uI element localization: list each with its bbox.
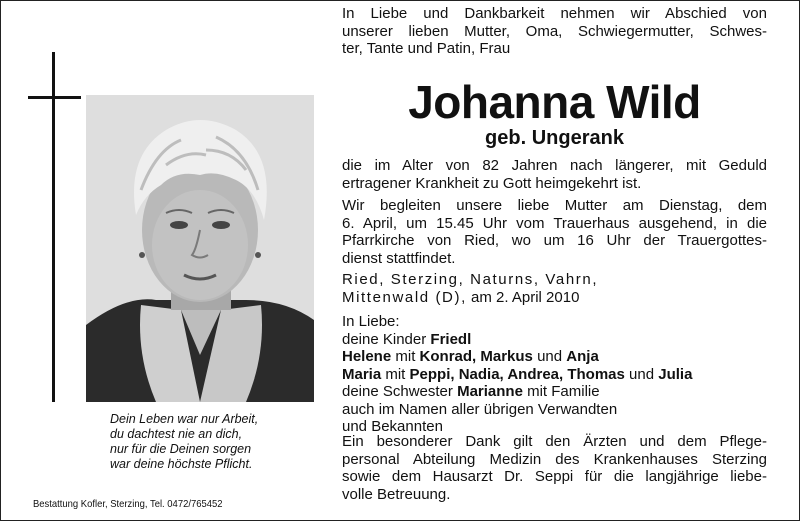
thanks-line: personal Abteilung Medizin des Krankenhauses Sterzing bbox=[342, 450, 767, 468]
poem-line: du dachtest nie an dich, bbox=[110, 427, 243, 441]
family-names: Julia bbox=[658, 365, 693, 383]
sister-name: Marianne bbox=[457, 383, 523, 400]
funeral-notice-line: dienst stattfindet. bbox=[342, 249, 456, 267]
others-line: und Bekannten bbox=[342, 418, 443, 435]
connector-word: und bbox=[537, 348, 563, 365]
funeral-home-credit: Bestattung Kofler, Sterzing, Tel. 0472/765452 bbox=[33, 498, 223, 510]
thanks-line: volle Betreuung. bbox=[342, 485, 451, 503]
intro-line: In Liebe und Dankbarkeit nehmen wir Abschied von bbox=[342, 5, 767, 22]
birth-name: geb. Ungerank bbox=[485, 127, 624, 149]
funeral-notice bbox=[342, 197, 767, 267]
funeral-notice-line: Pfarrkirche von Ried, wo um 16 Uhr der Trauergottes- bbox=[342, 232, 767, 249]
connector-word: mit bbox=[385, 365, 406, 383]
date-line: am 2. April 2010 bbox=[471, 288, 580, 306]
intro-line: unserer lieben Mutter, Oma, Schwiegermutter, Schwes- bbox=[342, 22, 767, 40]
thanks-text bbox=[342, 433, 767, 503]
child-name: Maria bbox=[342, 365, 382, 383]
family-names: Anja bbox=[566, 348, 599, 365]
portrait-photo bbox=[86, 95, 314, 402]
place-date bbox=[342, 271, 767, 306]
deceased-name: Johanna Wild bbox=[408, 76, 701, 128]
funeral-notice-line: Wir begleiten unsere liebe Mutter am Dienstag, dem bbox=[342, 197, 767, 214]
death-notice-line: die im Alter von 82 Jahren nach längerer, mit Geduld bbox=[342, 157, 767, 174]
death-notice bbox=[342, 157, 767, 192]
place-line-spaced: Mittenwald (D), bbox=[342, 288, 467, 306]
sister-suffix: mit Familie bbox=[527, 383, 600, 400]
poem bbox=[110, 412, 310, 472]
intro-line: ter, Tante und Patin, Frau bbox=[342, 40, 511, 57]
poem-line: Dein Leben war nur Arbeit, bbox=[110, 412, 259, 426]
child-name: Helene bbox=[342, 348, 392, 365]
family-names: Peppi, Nadia, Andrea, Thomas bbox=[409, 365, 625, 383]
intro-text bbox=[342, 5, 767, 58]
child-name: Friedl bbox=[430, 330, 472, 348]
poem-line: nur für die Deinen sorgen bbox=[110, 442, 252, 456]
place-line: Ried, Sterzing, Naturns, Vahrn, bbox=[342, 271, 599, 288]
others-line: auch im Namen aller übrigen Verwandten bbox=[342, 400, 618, 418]
funeral-notice-line: 6. April, um 15.45 Uhr vom Trauerhaus ausgehend, in die bbox=[342, 214, 767, 232]
children-prefix: deine Kinder bbox=[342, 330, 427, 348]
connector-word: und bbox=[629, 365, 655, 383]
thanks-line: sowie dem Hausarzt Dr. Seppi für die langjährige liebe- bbox=[342, 468, 767, 485]
poem-line: war deine höchste Pflicht. bbox=[110, 457, 253, 471]
family-names: Konrad, Markus bbox=[419, 348, 533, 365]
death-notice-line: ertragener Krankheit zu Gott heimgekehrt ist. bbox=[342, 174, 642, 192]
mourners-heading: In Liebe: bbox=[342, 313, 400, 330]
connector-word: mit bbox=[395, 348, 416, 365]
sister-prefix: deine Schwester bbox=[342, 383, 453, 400]
thanks-line: Ein besonderer Dank gilt den Ärzten und dem Pflege- bbox=[342, 433, 767, 450]
mourners bbox=[342, 313, 767, 436]
